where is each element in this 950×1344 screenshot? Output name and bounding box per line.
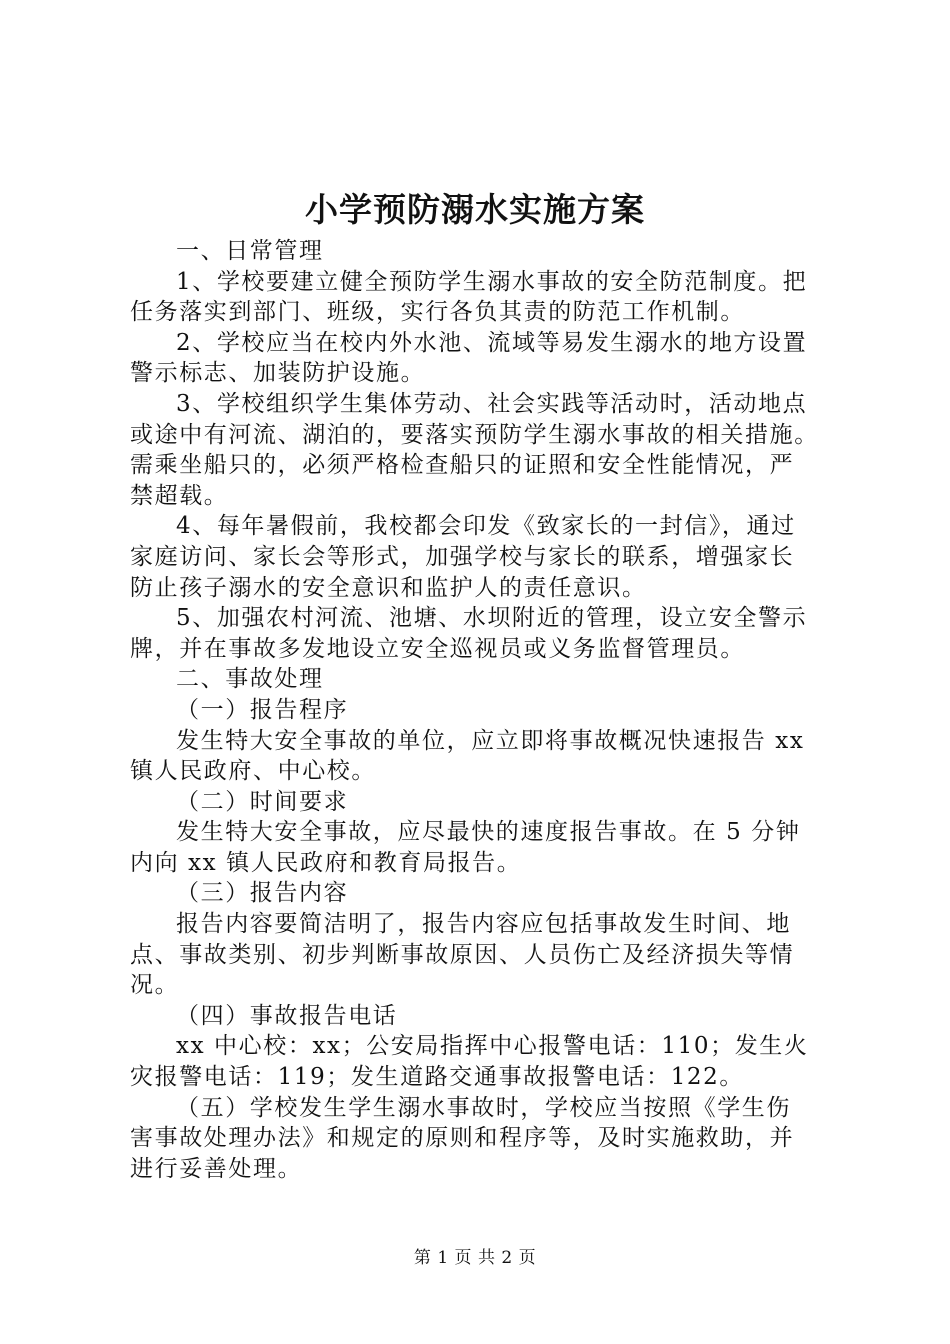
paragraph-line: 禁超载。 <box>130 482 229 509</box>
paragraph-line: 防止孩子溺水的安全意识和监护人的责任意识。 <box>130 574 647 601</box>
paragraph-line: 害事故处理办法》和规定的原则和程序等，及时实施救助，并 <box>130 1125 795 1152</box>
paragraph <box>130 1001 840 1032</box>
paragraph-line: （二）时间要求 <box>176 788 349 815</box>
paragraph-line: 4、每年暑假前，我校都会印发《致家长的一封信》，通过 <box>176 513 796 540</box>
paragraph-line: 发生特大安全事故，应尽最快的速度报告事故。在 5 分钟 <box>176 819 801 846</box>
paragraph-line: （四）事故报告电话 <box>176 1002 398 1029</box>
paragraph <box>130 1093 840 1185</box>
paragraph <box>130 511 840 603</box>
paragraph <box>130 726 840 787</box>
paragraph-line: 5、加强农村河流、池塘、水坝附近的管理，设立安全警示 <box>176 605 808 632</box>
paragraph-line: 牌，并在事故多发地设立安全巡视员或义务监督管理员。 <box>130 635 745 662</box>
paragraph-line: 报告内容要简洁明了，报告内容应包括事故发生时间、地 <box>176 911 791 938</box>
paragraph <box>130 909 840 1001</box>
paragraph-line: （五）学校发生学生溺水事故时，学校应当按照《学生伤 <box>176 1094 791 1121</box>
paragraph-line: 二、事故处理 <box>176 666 324 693</box>
paragraph <box>130 817 840 878</box>
paragraph <box>130 878 840 909</box>
paragraph-line: 1、学校要建立健全预防学生溺水事故的安全防范制度。把 <box>176 268 808 295</box>
paragraph-line: 2、学校应当在校内外水池、流域等易发生溺水的地方设置 <box>176 329 808 356</box>
paragraph <box>130 1031 840 1092</box>
paragraph-line: 需乘坐船只的，必须严格检查船只的证照和安全性能情况，严 <box>130 452 795 479</box>
paragraph <box>130 603 840 664</box>
paragraph-line: 内向 xx 镇人民政府和教育局报告。 <box>130 849 522 876</box>
paragraph-line: xx 中心校：xx；公安局指挥中心报警电话：110；发生火 <box>176 1033 809 1060</box>
paragraph <box>130 267 840 328</box>
paragraph-line: 镇人民政府、中心校。 <box>130 758 376 785</box>
paragraph-line: 点、事故类别、初步判断事故原因、人员伤亡及经济损失等情 <box>130 941 795 968</box>
document-body <box>130 236 840 1184</box>
paragraph-line: 3、学校组织学生集体劳动、社会实践等活动时，活动地点 <box>176 390 808 417</box>
paragraph-line: 发生特大安全事故的单位，应立即将事故概况快速报告 xx <box>176 727 805 754</box>
paragraph-line: 灾报警电话：119；发生道路交通事故报警电话：122。 <box>130 1064 744 1091</box>
paragraph <box>130 695 840 726</box>
paragraph-line: 进行妥善处理。 <box>130 1155 303 1182</box>
paragraph-line: （三）报告内容 <box>176 880 349 907</box>
page-footer: 第 1 页 共 2 页 <box>413 1248 537 1268</box>
paragraph-line: 况。 <box>130 972 180 999</box>
paragraph <box>130 328 840 389</box>
paragraph-line: 或途中有河流、湖泊的，要落实预防学生溺水事故的相关措施。 <box>130 421 819 448</box>
paragraph <box>130 787 840 818</box>
paragraph <box>130 664 840 695</box>
paragraph-line: （一）报告程序 <box>176 696 349 723</box>
paragraph-line: 任务落实到部门、班级，实行各负其责的防范工作机制。 <box>130 299 745 326</box>
document-title: 小学预防溺水实施方案 <box>305 190 645 229</box>
paragraph-line: 一、日常管理 <box>176 238 324 264</box>
paragraph-line: 家庭访问、家长会等形式，加强学校与家长的联系，增强家长 <box>130 543 795 570</box>
paragraph-line: 警示标志、加装防护设施。 <box>130 360 426 387</box>
paragraph <box>130 389 840 511</box>
paragraph <box>130 236 840 267</box>
